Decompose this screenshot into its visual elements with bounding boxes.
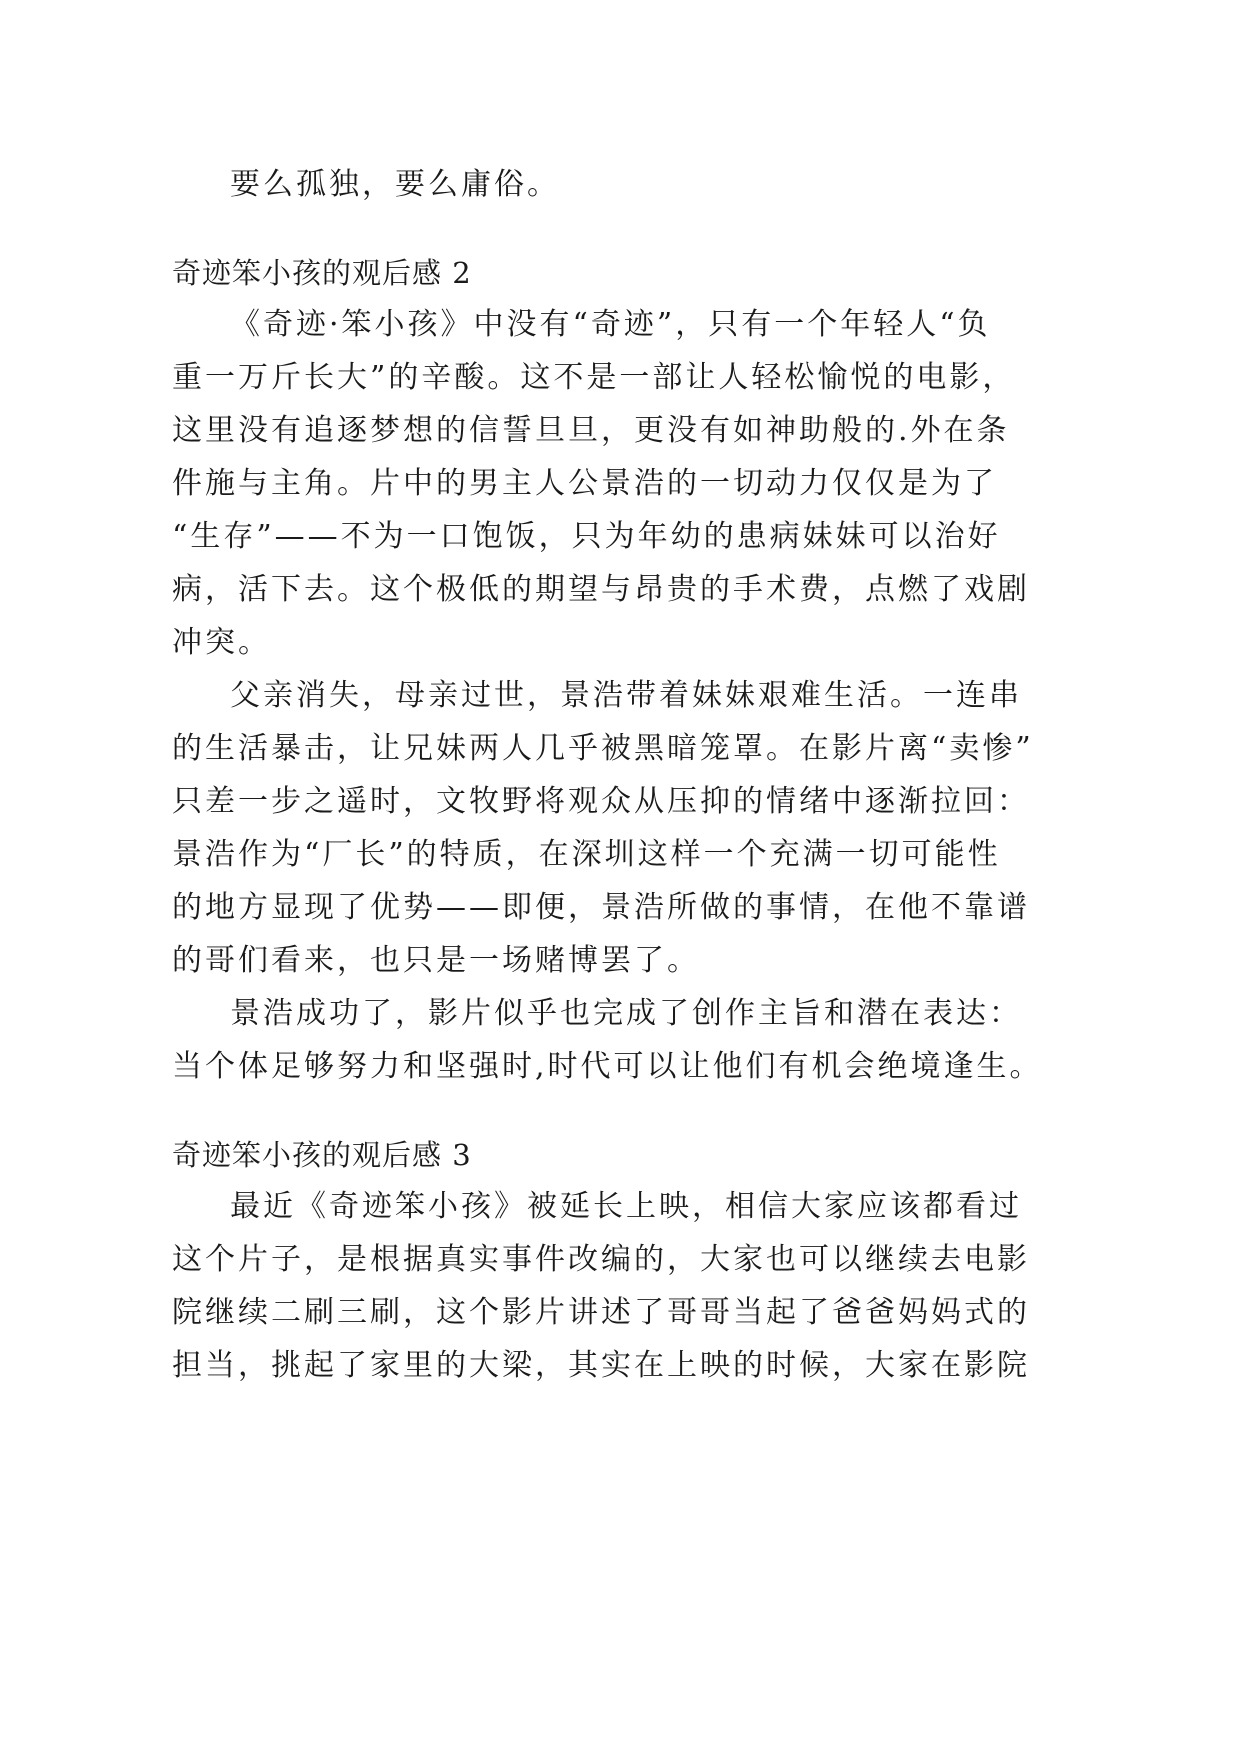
paragraph-line: 景浩作为“厂长”的特质，在深圳这样一个充满一切可能性 bbox=[172, 837, 1001, 872]
paragraph-line: 《奇迹·笨小孩》中没有“奇迹”，只有一个年轻人“负 bbox=[230, 307, 991, 342]
paragraph-line: “生存”——不为一口饱饭，只为年幼的患病妹妹可以治好 bbox=[172, 519, 1001, 554]
paragraph-line: 最近《奇迹笨小孩》被延长上映，相信大家应该都看过 bbox=[230, 1189, 1022, 1224]
paragraph-line: 要么孤独，要么庸俗。 bbox=[230, 167, 560, 202]
paragraph-line: 重一万斤长大”的辛酸。这不是一部让人轻松愉悦的电影， bbox=[172, 360, 1016, 395]
paragraph-line: 这个片子，是根据真实事件改编的，大家也可以继续去电影 bbox=[172, 1242, 1030, 1277]
paragraph-line: 的生活暴击，让兄妹两人几乎被黑暗笼罩。在影片离“卖惨” bbox=[172, 731, 1034, 766]
paragraph-line: 担当，挑起了家里的大梁，其实在上映的时候，大家在影院 bbox=[172, 1348, 1030, 1383]
paragraph-line: 父亲消失，母亲过世，景浩带着妹妹艰难生活。一连串 bbox=[230, 678, 1022, 713]
paragraph-line: 病，活下去。这个极低的期望与昂贵的手术费，点燃了戏剧 bbox=[172, 572, 1030, 607]
paragraph-line: 当个体足够努力和坚强时,时代可以让他们有机会绝境逢生。 bbox=[172, 1049, 1043, 1084]
section-heading: 奇迹笨小孩的观后感 3 bbox=[172, 1138, 472, 1172]
paragraph-line: 件施与主角。片中的男主人公景浩的一切动力仅仅是为了 bbox=[172, 466, 997, 501]
paragraph-line: 只差一步之遥时，文牧野将观众从压抑的情绪中逐渐拉回： bbox=[172, 784, 1030, 819]
paragraph-line: 冲突。 bbox=[172, 625, 271, 660]
paragraph-line: 景浩成功了，影片似乎也完成了创作主旨和潜在表达： bbox=[230, 996, 1022, 1031]
paragraph-line: 的地方显现了优势——即便，景浩所做的事情，在他不靠谱 bbox=[172, 890, 1030, 925]
section-heading: 奇迹笨小孩的观后感 2 bbox=[172, 256, 472, 290]
paragraph-line: 这里没有追逐梦想的信誓旦旦，更没有如神助般的.外在条 bbox=[172, 413, 1010, 448]
paragraph-line: 院继续二刷三刷，这个影片讲述了哥哥当起了爸爸妈妈式的 bbox=[172, 1295, 1030, 1330]
paragraph-line: 的哥们看来，也只是一场赌博罢了。 bbox=[172, 943, 700, 978]
